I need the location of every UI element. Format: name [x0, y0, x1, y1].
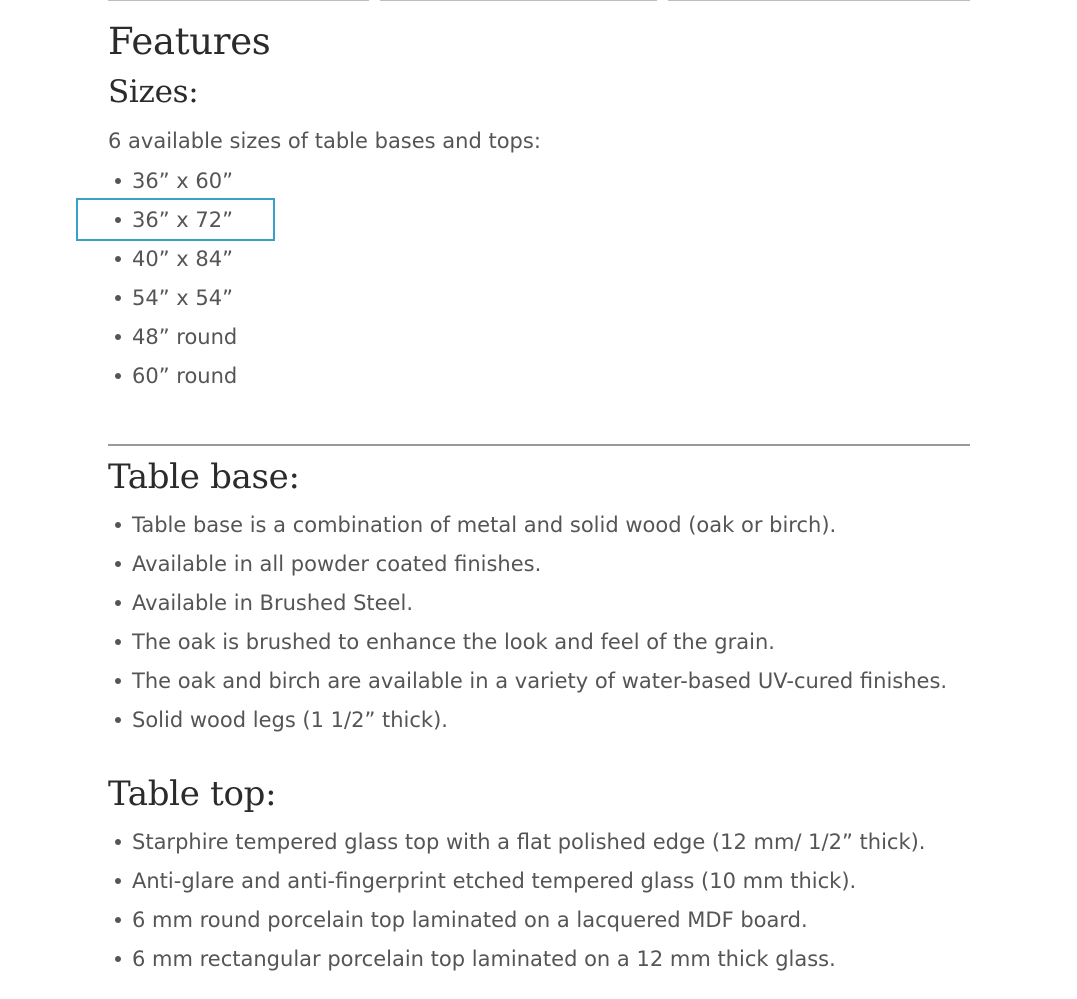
table-top-list — [108, 828, 925, 984]
bullet-icon — [115, 561, 121, 567]
bullet-icon — [115, 717, 121, 723]
bullet-icon — [115, 600, 121, 606]
table-base-list — [108, 511, 947, 745]
list-item — [108, 589, 947, 628]
sizes-intro-text: 6 available sizes of table bases and tops: — [108, 129, 541, 153]
list-item — [108, 362, 237, 401]
size-label: 54” x 54” — [132, 286, 233, 310]
feature-text: 6 mm rectangular porcelain top laminated on a 12 mm thick glass. — [132, 947, 836, 971]
selection-highlight-box — [76, 198, 275, 241]
sizes-heading: Sizes: — [108, 74, 199, 110]
bullet-icon — [115, 878, 121, 884]
bullet-icon — [115, 839, 121, 845]
table-top-heading: Table top: — [108, 774, 277, 814]
bullet-icon — [115, 256, 121, 262]
list-item — [108, 550, 947, 589]
feature-text: Table base is a combination of metal and solid wood (oak or birch). — [132, 513, 837, 537]
section-divider — [108, 444, 970, 446]
tab-panel-edge[interactable] — [380, 0, 657, 1]
feature-text: Available in Brushed Steel. — [132, 591, 413, 615]
feature-text: Starphire tempered glass top with a flat polished edge (12 mm/ 1/2” thick). — [132, 830, 926, 854]
bullet-icon — [115, 522, 121, 528]
tab-panel-edge[interactable] — [108, 0, 369, 1]
bullet-icon — [115, 178, 121, 184]
list-item — [108, 323, 237, 362]
bullet-icon — [115, 373, 121, 379]
size-label: 36” x 60” — [132, 169, 233, 193]
top-tab-strip — [0, 0, 1077, 4]
table-base-heading: Table base: — [108, 457, 300, 497]
bullet-icon — [115, 295, 121, 301]
list-item — [108, 867, 925, 906]
size-label: 48” round — [132, 325, 238, 349]
bullet-icon — [115, 917, 121, 923]
feature-text: The oak and birch are available in a variety of water-based UV-cured finishes. — [132, 669, 948, 693]
list-item — [108, 945, 925, 984]
bullet-icon — [115, 678, 121, 684]
bullet-icon — [115, 956, 121, 962]
feature-text: The oak is brushed to enhance the look and feel of the grain. — [132, 630, 775, 654]
list-item — [108, 906, 925, 945]
features-heading: Features — [108, 20, 271, 63]
bullet-icon — [115, 639, 121, 645]
size-label: 40” x 84” — [132, 247, 233, 271]
feature-text: Available in all powder coated finishes. — [132, 552, 542, 576]
feature-text: Solid wood legs (1 1/2” thick). — [132, 708, 448, 732]
list-item — [108, 828, 925, 867]
list-item — [108, 245, 237, 284]
feature-text: Anti-glare and anti-fingerprint etched tempered glass (10 mm thick). — [132, 869, 857, 893]
feature-text: 6 mm round porcelain top laminated on a lacquered MDF board. — [132, 908, 808, 932]
list-item — [108, 284, 237, 323]
list-item — [108, 706, 947, 745]
list-item — [108, 511, 947, 550]
bullet-icon — [115, 334, 121, 340]
size-label: 60” round — [132, 364, 238, 388]
tab-panel-edge[interactable] — [668, 0, 970, 1]
list-item — [108, 628, 947, 667]
list-item — [108, 667, 947, 706]
size-label: 36” x 72” — [132, 208, 233, 232]
